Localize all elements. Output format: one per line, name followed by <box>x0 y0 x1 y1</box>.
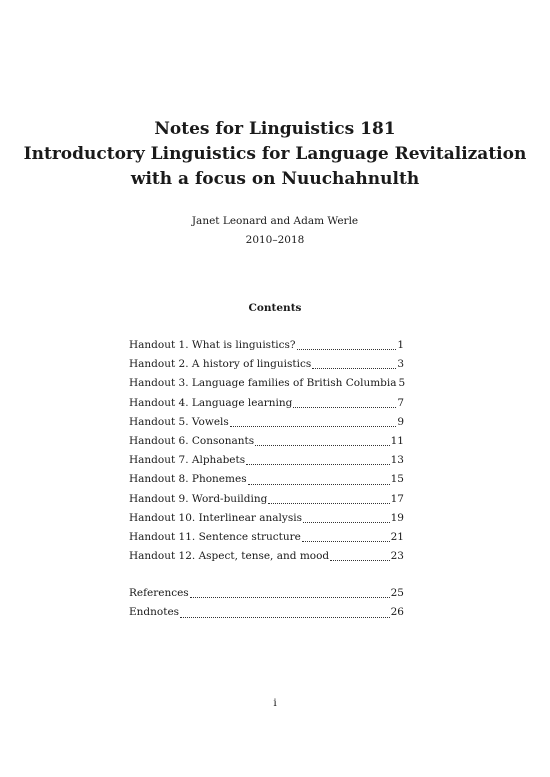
toc-leader-dots <box>180 616 390 618</box>
toc-entry-page: 17 <box>390 492 404 505</box>
toc-entry[interactable] <box>129 528 404 547</box>
toc-leader-dots <box>330 559 389 561</box>
toc-entry-page: 1 <box>397 339 404 351</box>
toc-entry-label: References <box>129 587 189 600</box>
toc-entry[interactable] <box>129 451 404 470</box>
toc-entry[interactable] <box>129 394 404 413</box>
toc-leader-dots <box>248 483 390 485</box>
toc-entry-label: Handout 7. Alphabets <box>129 454 246 467</box>
toc-leader-dots <box>303 521 390 523</box>
toc-entry-label: Endnotes <box>129 606 180 619</box>
toc-entry[interactable] <box>129 470 404 489</box>
toc-entry-label: Handout 6. Consonants <box>129 434 255 447</box>
title-line-3: with a focus on Nuuchahnulth <box>130 169 420 189</box>
toc-leader-dots <box>268 502 389 504</box>
toc-leader-dots <box>246 463 389 465</box>
title-line-2: Introductory Linguistics for Language Revitalization <box>23 144 527 164</box>
contents-heading: Contents <box>248 302 302 314</box>
toc-entry-page: 15 <box>390 473 404 486</box>
toc-leader-dots <box>255 444 390 446</box>
authors: Janet Leonard and Adam Werle <box>191 215 359 227</box>
toc-entry-page: 5 <box>398 377 406 390</box>
toc-entry-label: Handout 9. Word-building <box>129 492 268 505</box>
toc-entry-page: 23 <box>390 550 404 563</box>
document-title <box>0 117 550 192</box>
toc-entry-page: 3 <box>397 358 404 371</box>
toc-entry-page: 21 <box>390 530 404 543</box>
toc-entry-label: Handout 8. Phonemes <box>129 473 247 486</box>
toc-entry-label: Handout 4. Language learning <box>129 396 293 409</box>
toc-leader-dots <box>230 425 397 427</box>
toc-entry[interactable] <box>129 547 404 566</box>
toc-entry-label: Handout 1. What is linguistics? <box>129 339 296 351</box>
toc-entry-label: Handout 3. Language families of British Columbia <box>129 377 397 390</box>
toc-leader-dots <box>312 367 396 369</box>
toc-leader-dots <box>293 406 396 408</box>
toc-leader-dots <box>297 348 397 350</box>
toc-entry-page: 19 <box>390 511 404 524</box>
author-block <box>0 212 550 250</box>
toc-entry-page: 9 <box>397 415 404 428</box>
toc-leader-dots <box>302 540 390 542</box>
table-of-contents <box>129 336 404 623</box>
toc-entry[interactable] <box>129 355 404 374</box>
toc-entry-label: Handout 12. Aspect, tense, and mood <box>129 550 330 563</box>
title-line-1: Notes for Linguistics 181 <box>154 119 396 139</box>
toc-entry[interactable] <box>129 374 404 393</box>
toc-entry-label: Handout 5. Vowels <box>129 415 229 428</box>
toc-entry[interactable] <box>129 509 404 528</box>
toc-entry-label: Handout 11. Sentence structure <box>129 530 301 543</box>
toc-leader-dots <box>190 596 390 598</box>
years: 2010–2018 <box>245 234 305 246</box>
toc-entry[interactable] <box>129 413 404 432</box>
page-number: i <box>273 697 277 709</box>
toc-entry-page: 26 <box>390 606 404 619</box>
toc-entry-page: 13 <box>390 454 404 467</box>
toc-entry[interactable] <box>129 490 404 509</box>
toc-spacer <box>129 566 404 584</box>
toc-entry-page: 25 <box>390 587 404 600</box>
toc-entry[interactable] <box>129 584 404 603</box>
toc-entry[interactable] <box>129 603 404 622</box>
toc-entry-label: Handout 10. Interlinear analysis <box>129 511 302 524</box>
toc-entry-page: 11 <box>390 434 404 447</box>
toc-entry-label: Handout 2. A history of linguistics <box>129 358 312 371</box>
toc-entry[interactable] <box>129 336 404 355</box>
toc-entry-page: 7 <box>397 396 404 409</box>
toc-entry[interactable] <box>129 432 404 451</box>
